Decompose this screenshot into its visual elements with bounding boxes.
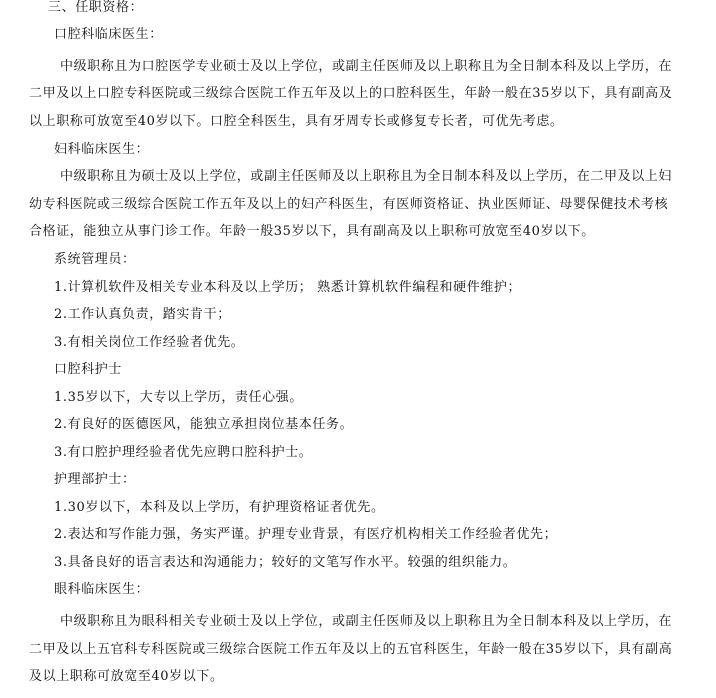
- oral-clinician-title: 口腔科临床医生：: [54, 27, 163, 42]
- gyn-clinician-line-1: 中级职称且为硕士及以上学位，或副主任医师及以上职称且为全日制本科及以上学历，在二甲及以上妇: [60, 169, 673, 184]
- oral-nurse-item-2: 2.有良好的医德医风，能独立承担岗位基本任务。: [54, 417, 354, 432]
- gyn-clinician-line-2: 幼专科医院或三级综合医院工作五年及以上的妇产科医生，有医师资格证、执业医师证、母婴保健技术考核: [29, 197, 669, 212]
- sys-admin-title: 系统管理员：: [54, 252, 136, 267]
- oral-nurse-item-3: 3.有口腔护理经验者优先应聘口腔科护士。: [54, 445, 313, 460]
- nursing-dept-item-3: 3.具备良好的语言表达和沟通能力；较好的文笔写作水平。较强的组织能力。: [54, 555, 517, 570]
- oral-clinician-line-2: 二甲及以上口腔专科医院或三级综合医院工作五年及以上的口腔科医生，年龄一般在35岁以下，具有副高及: [29, 86, 673, 101]
- sys-admin-item-3: 3.有相关岗位工作经验者优先。: [54, 335, 245, 350]
- oral-clinician-line-3: 以上职称可放宽至40岁以下。口腔全科医生，具有牙周专长或修复专长者，可优先考虑。: [29, 114, 564, 129]
- nursing-dept-item-1: 1.30岁以下，本科及以上学历，有护理资格证者优先。: [54, 500, 385, 515]
- eye-clinician-line-2: 二甲及以上五官科专科医院或三级综合医院工作五年及以上的五官科医生，年龄一般在35岁以下，具有副高: [29, 642, 673, 657]
- nursing-dept-title: 护理部护士：: [54, 472, 136, 487]
- oral-nurse-title: 口腔科护士: [54, 362, 123, 377]
- gyn-clinician-line-3: 合格证，能独立从事门诊工作。年龄一般35岁以下，具有副高及以上职称可放宽至40岁以下。: [29, 224, 595, 239]
- eye-clinician-line-1: 中级职称且为眼科相关专业硕士及以上学位，或副主任医师及以上职称且为全日制本科及以上学历，在: [60, 614, 673, 629]
- gyn-clinician-title: 妇科临床医生：: [54, 142, 150, 157]
- nursing-dept-item-2: 2.表达和写作能力强，务实严谨。护理专业背景，有医疗机构相关工作经验者优先；: [54, 527, 558, 542]
- oral-nurse-item-1: 1.35岁以下，大专以上学历，责任心强。: [54, 390, 303, 405]
- sys-admin-item-2: 2.工作认真负责，踏实肯干；: [54, 307, 231, 322]
- eye-clinician-line-3: 及以上职称可放宽至40岁以下。: [29, 669, 224, 684]
- sys-admin-item-1: 1.计算机软件及相关专业本科及以上学历； 熟悉计算机软件编程和硬件维护；: [54, 280, 522, 295]
- eye-clinician-title: 眼科临床医生：: [54, 582, 150, 597]
- section-heading: 三、任职资格：: [48, 0, 144, 15]
- oral-clinician-line-1: 中级职称且为口腔医学专业硕士及以上学位，或副主任医师及以上职称且为全日制本科及以上学历，在: [60, 59, 673, 74]
